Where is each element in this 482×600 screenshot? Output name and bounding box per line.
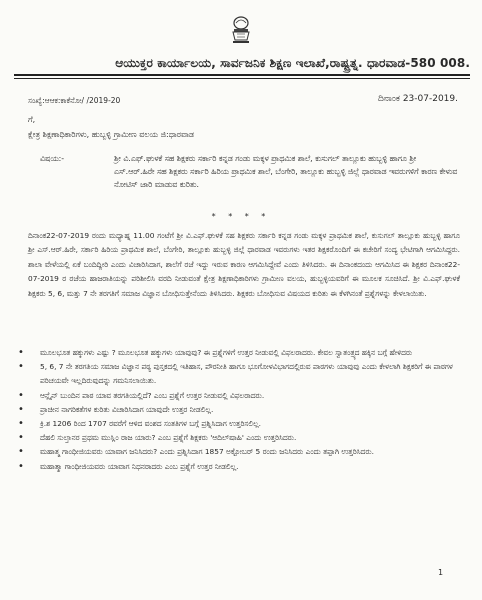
list-item-text: 5, 6, 7 ನೇ ತರಗತಿಯ ಸಮಾಜ ವಿಜ್ಞಾನ ಪಠ್ಯ ಪುಸ್ತಕದಲ್ಲಿ ಇತಿಹಾಸ, ಪೌರನೀತಿ ಹಾಗೂ ಭೂಗೋಳವಿಭಾಗದಲ್ಲಿರುವ ಪಾಠಗಳು ಯಾವುವು ಎಂದು ಕೇಳಲಾಗಿ ಶಿಕ್ಷಕರಿಗೆ ಈ ಪಾಠಗಳ ಪರಿಚಯವೇ ಇಲ್ಲದಿರುವುದನ್ನು ಗಮನಿಸಲಾಯಿತು. <box>40 362 453 386</box>
list-item-text: ಮಹಾತ್ಮಾ ಗಾಂಧೀಜಿಯವರು ಯಾವಾಗ ನಿಧನರಾದರು ಎಂಬ ಪ್ರಶ್ನೆಗೆ ಉತ್ತರ ನೀಡಲಿಲ್ಲ. <box>40 461 239 471</box>
addressee: ಕ್ಷೇತ್ರ ಶಿಕ್ಷಣಾಧಿಕಾರಿಗಳು, ಹುಬ್ಬಳ್ಳಿ ಗ್ರಾಮೀಣ ವಲಯ ಜಿ:ಧಾರವಾಡ <box>28 130 195 139</box>
bullet-icon: • <box>18 446 24 458</box>
bullet-icon: • <box>18 361 24 373</box>
page-number: 1 <box>438 568 444 577</box>
list-item <box>14 346 466 360</box>
list-item <box>14 431 466 445</box>
list-item <box>14 460 466 474</box>
list-item-text: ಕ್ರಿ.ಶ 1206 ರಿಂದ 1707 ರವರೆಗೆ ಆಳಿದ ವಂಶದ ಸಂತತಿಗಳ ಬಗ್ಗೆ ಪ್ರಶ್ನಿಸಿದಾಗ ಉತ್ತರಿಸಲಿಲ್ಲ. <box>40 419 262 429</box>
salutation: ಗೆ, <box>28 115 36 124</box>
body-paragraph: ದಿನಾಂಕ22-07-2019 ರಂದು ಮಧ್ಯಾಹ್ನ 11.00 ಗಂಟೆಗೆ ಶ್ರೀ ವಿ.ಎಫ್.ಘುಳಕೆ ಸಹ ಶಿಕ್ಷಕರು ಸರ್ಕಾರಿ ಕನ್ನಡ ಗಂಡು ಮಕ್ಕಳ ಪ್ರಾಥಮಿಕ ಶಾಲೆ, ಕುಸುಗಲ್ ತಾಲ್ಲೂಕು ಹುಬ್ಬಳ್ಳಿ ಹಾಗೂ ಶ್ರೀ ಎಸ್.ಆರ್.ಹಿರೇ, ಸರ್ಕಾರಿ ಹಿರಿಯ ಪ್ರಾಥಮಿಕ ಶಾಲೆ, ಬೆಂಗೇರಿ, ತಾಲ್ಲೂಕು ಹುಬ್ಬಳ್ಳಿ ಜಿಲ್ಲೆ ಧಾರವಾಡ ಇವರುಗಳು ಇತರ ಶಿಕ್ಷಕರೊಂದಿಗೆ ಈ ಕಚೇರಿಗೆ ಸಂದ್ಯ ಭೇಟಿಗಾಗಿ ಆಗಮಿಸಿದ್ದರು. ಶಾಲಾ ವೇಳೆಯಲ್ಲಿ ಏಕೆ ಬಂದಿದ್ದೀರಿ ಎಂದು ವಿಚಾರಿಸಿದಾಗ, ಶಾಲೆಗೆ ರಜೆ ಇದ್ದು ಇರುವ ಕಾರಣ ಆಗಮಿಸಿದ್ದೇವೆ ಎಂದು ತಿಳಿಸಿದರು. ಈ ದಿನಾಂಕದಂದು ಆಗಮಿಸಿದ ಈ ಶಿಕ್ಷಕರ ದಿನಾಂಕ22-07-2019 ರ ರಜೆಯ ಹಾಜರಾತಿಯನ್ನು ಪರಿಶೀಲಿಸಿ ವರದಿ ನೀಡುವಂತೆ ಕ್ಷೇತ್ರ ಶಿಕ್ಷಣಾಧಿಕಾರಿಗಳು ಗ್ರಾಮೀಣ ವಲಯ, ಹುಬ್ಬಳ್ಳಿಯವರಿಗೆ ಈ ಮೂಲಕ ಸೂಚಿಸಿದೆ. ಶ್ರೀ ವಿ.ಎಫ್.ಘುಳಕೆ ಶಿಕ್ಷಕರು 5, 6, ಮತ್ತು 7 ನೇ ತರಗತಿಗೆ ಸಮಾಜ ವಿಜ್ಞಾನ ಬೋಧಿಸುತ್ತೇನೆಂದು ತಿಳಿಸಿದರು. ಶಿಕ್ಷಕರು ಬೋಧಿಸುವ ವಿಷಯದ ಕುರಿತು ಈ ಕೆಳಗಿನಂತೆ ಪ್ರಶ್ನೆಗಳನ್ನು ಕೇಳಲಾಯಿತು. <box>28 231 460 298</box>
office-name: ಆಯುಕ್ತರ ಕಾರ್ಯಾಲಯ, ಸಾರ್ವಜನಿಕ ಶಿಕ್ಷಣ ಇಲಾಖೆ,ರಾಷ್ಟ್ರತ್ನ. ಧಾರವಾಡ-580 008. <box>115 56 470 70</box>
list-item-text: ಮೂಲಭೂತ ಹಕ್ಕುಗಳು ಎಷ್ಟು ? ಮೂಲಭೂತ ಹಕ್ಕುಗಳು ಯಾವುವು? ಈ ಪ್ರಶ್ನೆಗಳಿಗೆ ಉತ್ತರ ನೀಡುವಲ್ಲಿ ವಿಫಲರಾದರು. ಕೇವಲ ಸ್ವಾತಂತ್ರ್ಯದ ಹಕ್ಕಿನ ಬಗ್ಗೆ ಹೇಳಿದರು <box>40 348 413 357</box>
list-item-text: ದೆಹಲಿ ಸುಲ್ತಾನರ ಪ್ರಥಮ ಮುಸ್ಲಿಂ ರಾಜ ಯಾರು? ಎಂಬ ಪ್ರಶ್ನೆಗೆ ಶಿಕ್ಷಕರು 'ಆದಿಲ್‌ಷಾಹಿ' ಎಂದು ಉತ್ತರಿಸಿದರು. <box>40 433 297 443</box>
bullet-icon: • <box>18 403 24 415</box>
list-item <box>14 445 466 459</box>
list-item <box>14 417 466 431</box>
header-rule-thin <box>14 78 470 79</box>
bullet-icon: • <box>18 389 24 401</box>
letterhead <box>14 56 470 71</box>
list-item <box>14 389 466 403</box>
bullet-icon: • <box>18 347 24 358</box>
bullet-icon: • <box>18 432 24 444</box>
list-item-text: ಆನ್ಲೈನ್ ಬುಂದಿನ ಪಾಠ ಯಾವ ತರಗತಿಯಲ್ಲಿದೆ? ಎಂಬ ಪ್ರಶ್ನೆಗೆ ಉತ್ತರ ನೀಡುವಲ್ಲಿ ವಿಫಲರಾದರು. <box>40 390 265 400</box>
separator-stars: * * * * <box>211 212 271 221</box>
bullet-icon: • <box>18 460 24 472</box>
header-rule <box>14 74 470 76</box>
list-item <box>14 403 466 417</box>
letter-date: ದಿನಾಂಕ 23-07-2019. <box>377 94 458 104</box>
question-list <box>14 346 466 474</box>
list-item-text: ಮಹಾತ್ಮ ಗಾಂಧೀಜಿಯವರು ಯಾವಾಗ ಜನಿಸಿದರು? ಎಂದು ಪ್ರಶ್ನಿಸಿದಾಗ 1857 ಅಕ್ಟೋಬರ್ 5 ರಂದು ಜನಿಸಿದರು ಎಂದು ತಪ್ಪಾಗಿ ಉತ್ತರಿಸಿದರು. <box>40 447 374 457</box>
reference-number: ಸಂಖ್ಯೆ:ಆಆಕ:ಕಾಕೆನೋ/ /2019-20 <box>28 96 121 105</box>
subject-text: ಶ್ರೀ ವಿ.ಎಫ್.ಘುಳಕೆ ಸಹ ಶಿಕ್ಷಕರು ಸರ್ಕಾರಿ ಕನ್ನಡ ಗಂಡು ಮಕ್ಕಳ ಪ್ರಾಥಮಿಕ ಶಾಲೆ, ಕುಸುಗಲ್ ತಾಲ್ಲೂಕು ಹುಬ್ಬಳ್ಳಿ ಹಾಗೂ ಶ್ರೀ ಎಸ್.ಆರ್.ಹಿರೇ ಸಹ ಶಿಕ್ಷಕರು ಸರ್ಕಾರಿ ಹಿರಿಯ ಪ್ರಾಥಮಿಕ ಶಾಲೆ, ಬೆಂಗೇರಿ, ತಾಲ್ಲೂಕು ಹುಬ್ಬಳ್ಳಿ ಜಿಲ್ಲೆ ಧಾರವಾಡ ಇವರುಗಳಿಗೆ ಕಾರಣ ಕೇಳುವ ನೋಟಿಸ್ ಜಾರಿ ಮಾಡುವ ಕುರಿತು. <box>114 154 458 189</box>
list-item-text: ಪ್ರಾಚೀನ ನಾಗರಿಕತೆಗಳ ಕುರಿತು ವಿಚಾರಿಸಿದಾಗ ಯಾವುದೇ ಉತ್ತರ ನೀಡಲಿಲ್ಲ. <box>40 404 214 414</box>
subject-label: ವಿಷಯ:- <box>40 154 65 163</box>
list-item <box>14 360 466 388</box>
state-emblem-icon <box>228 14 254 46</box>
bullet-icon: • <box>18 418 24 430</box>
